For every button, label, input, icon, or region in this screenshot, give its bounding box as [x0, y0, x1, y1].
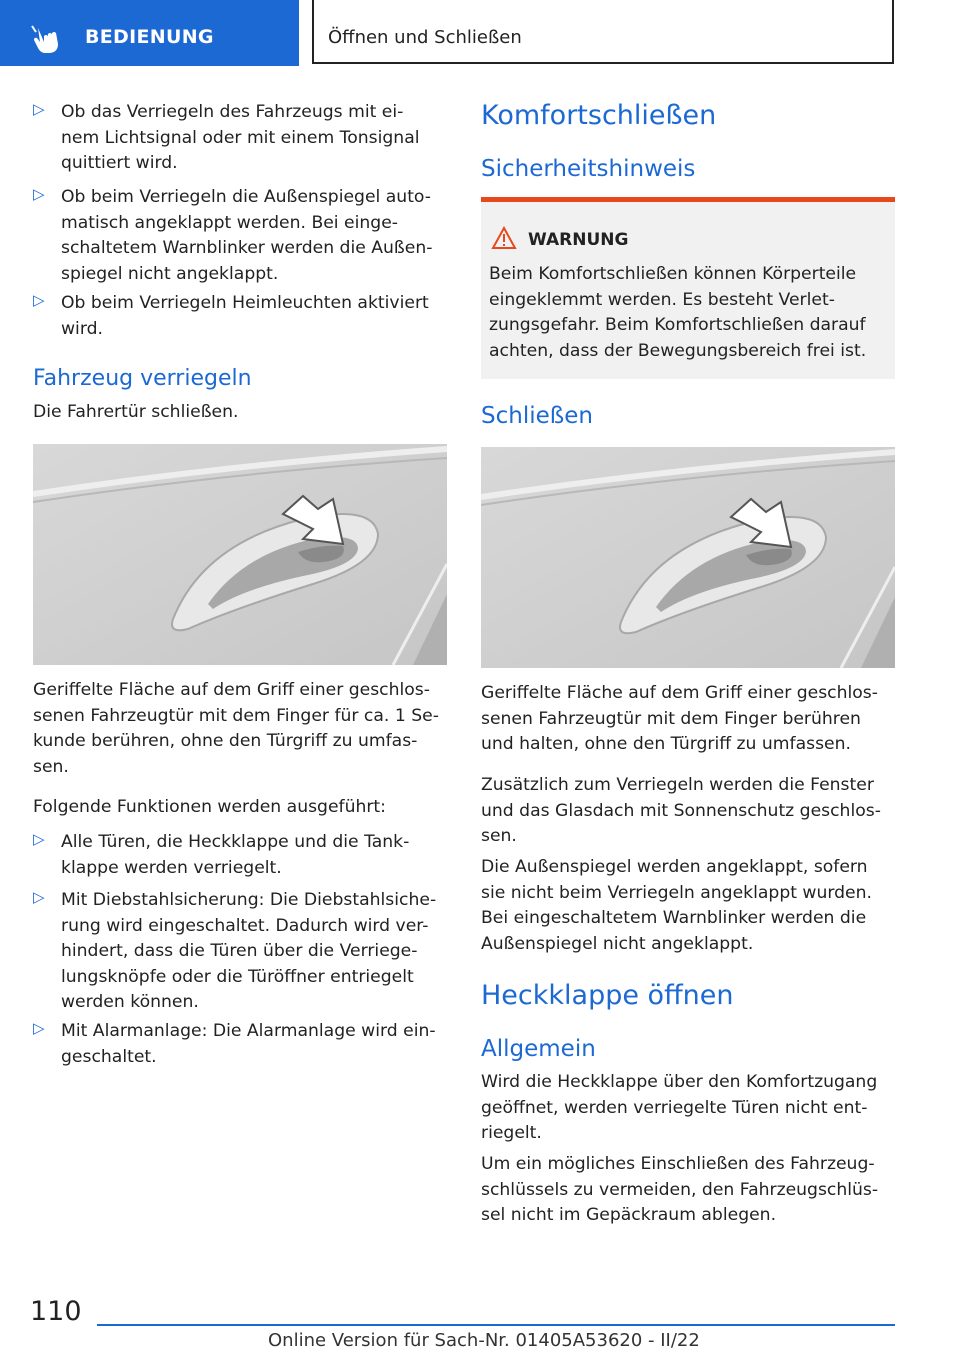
- door-handle-illustration: [33, 444, 447, 665]
- bullet-triangle-icon: ▷: [33, 291, 45, 309]
- door-handle-illustration: [481, 447, 895, 668]
- bullet-triangle-icon: ▷: [33, 1019, 45, 1037]
- paragraph-tailgate: Wird die Heckklappe über den Komfortzugang geöffnet, werden verriegelte Türen nicht ent- riegelt.: [481, 1072, 878, 1143]
- door-handle-image: [33, 444, 447, 665]
- list-item: [33, 1019, 449, 1074]
- footer-divider: [97, 1324, 895, 1326]
- subheading-safety: Sicherheitshinweis: [481, 156, 696, 182]
- functions-intro: Folgende Funktionen werden ausgeführt:: [33, 797, 386, 817]
- page-number: 110: [30, 1296, 82, 1327]
- hand-touch-icon: [30, 22, 70, 56]
- list-item-text: Ob beim Verriegeln Heimleuchten aktiviert wird.: [61, 293, 429, 339]
- section-heading-tailgate: Heckklappe öffnen: [481, 980, 734, 1011]
- list-item-text: Mit Alarmanlage: Die Alarmanlage wird ein- geschaltet.: [61, 1021, 436, 1067]
- list-item: [33, 888, 449, 1018]
- list-item: [33, 830, 449, 885]
- caption-right: Geriffelte Fläche auf dem Griff einer geschlos- senen Fahrzeugtür mit dem Finger berühren und halten, ohne den Türgriff zu umfassen.: [481, 683, 878, 754]
- warning-title: WARNUNG: [528, 230, 629, 250]
- list-item-text: Ob das Verriegeln des Fahrzeugs mit ei- nem Lichtsignal oder mit einem Tonsignal quittiert wird.: [61, 102, 420, 173]
- bullet-triangle-icon: ▷: [33, 100, 45, 118]
- paragraph-mirrors: Die Außenspiegel werden angeklappt, sofern sie nicht beim Verriegeln angeklappt wurden. Bei eingeschaltetem Warnblinker werden die Außenspiegel nicht angeklappt.: [481, 857, 872, 954]
- list-item: [33, 291, 449, 346]
- section-label: BEDIENUNG: [85, 26, 214, 48]
- footer-text: Online Version für Sach-Nr. 01405A53620 - II/22: [268, 1330, 700, 1351]
- bullet-triangle-icon: ▷: [33, 830, 45, 848]
- warning-text: Beim Komfortschließen können Körperteile eingeklemmt werden. Es besteht Verlet- zungsgefahr. Beim Komfortschließen darauf achten, dass der Bewegungsbereich frei ist.: [489, 264, 867, 361]
- paragraph-key: Um ein mögliches Einschließen des Fahrzeug- schlüssels zu vermeiden, den Fahrzeugschlüs- sel nicht im Gepäckraum ablegen.: [481, 1154, 879, 1225]
- chapter-title: Öffnen und Schließen: [328, 27, 522, 48]
- section-tab: [0, 0, 299, 66]
- list-item: [33, 185, 449, 291]
- intro-text: Die Fahrertür schließen.: [33, 402, 239, 422]
- caption-left: Geriffelte Fläche auf dem Griff einer geschlos- senen Fahrzeugtür mit dem Finger für ca. 1 Se- kunde berühren, ohne den Türgriff zu umfas- sen.: [33, 680, 439, 777]
- section-heading-lock: Fahrzeug verriegeln: [33, 366, 252, 391]
- list-item-text: Ob beim Verriegeln die Außenspiegel auto- matisch angeklappt werden. Bei einge- schaltetem Warnblinker werden die Außen- spiegel nicht angeklappt.: [61, 187, 433, 284]
- bullet-triangle-icon: ▷: [33, 185, 45, 203]
- list-item: [33, 100, 449, 180]
- list-item-text: Alle Türen, die Heckklappe und die Tank- klappe werden verriegelt.: [61, 832, 410, 878]
- paragraph-windows: Zusätzlich zum Verriegeln werden die Fenster und das Glasdach mit Sonnenschutz geschlos- sen.: [481, 775, 881, 846]
- door-handle-image-right: [481, 447, 895, 668]
- chapter-header: [312, 0, 894, 64]
- warning-box: [481, 197, 895, 379]
- section-heading-comfort-close: Komfortschließen: [481, 100, 717, 131]
- warning-triangle-icon: [491, 226, 517, 250]
- bullet-triangle-icon: ▷: [33, 888, 45, 906]
- list-item-text: Mit Diebstahlsicherung: Die Diebstahlsiche- rung wird eingeschaltet. Dadurch wird ver- hindert, dass die Türen über die Verriege- lungsknöpfe oder die Türöffner entriegelt werden können.: [61, 890, 437, 1012]
- subheading-general: Allgemein: [481, 1036, 596, 1062]
- subheading-close: Schließen: [481, 403, 593, 429]
